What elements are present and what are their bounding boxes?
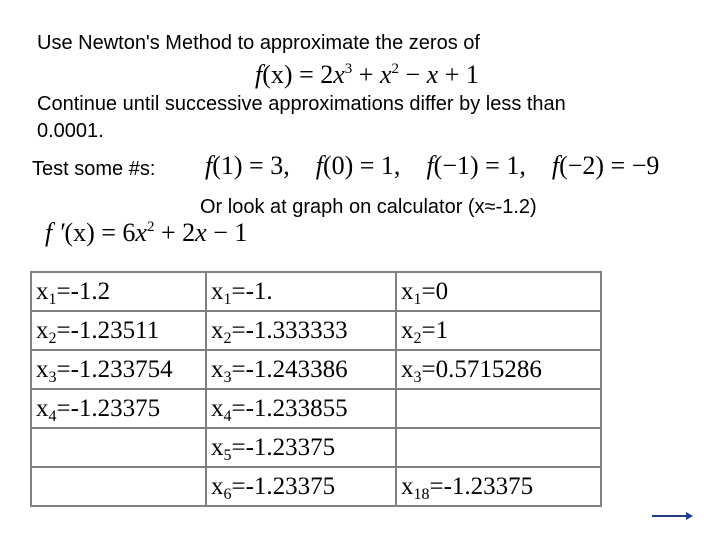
exp-2: 2 [391, 61, 399, 77]
fprime-arg: (x) [64, 218, 95, 247]
table-cell [206, 311, 396, 350]
test-values [205, 151, 659, 181]
table-row [31, 389, 601, 428]
iterate-symbol: x [401, 278, 414, 305]
test-label: Test some #s: [32, 158, 156, 180]
iterate-symbol: x [36, 395, 49, 422]
x-term-1: x [333, 60, 345, 89]
iterate-index: 18 [413, 486, 430, 503]
f-eq: = 2 [292, 60, 334, 89]
table-cell [31, 389, 206, 428]
iterate-value: =-1.243386 [231, 356, 348, 383]
table-row [31, 350, 601, 389]
iterate-index: 3 [413, 369, 422, 386]
iterate-symbol: x [401, 317, 414, 344]
dplus: + 2 [154, 218, 196, 247]
iterate-index: 1 [413, 291, 422, 308]
iterate-index: 1 [223, 291, 232, 308]
table-cell [31, 350, 206, 389]
iterate-symbol: x [211, 356, 224, 383]
fprime-eq: = 6 [94, 218, 136, 247]
test-value-1: f(1) = 3, [205, 151, 290, 180]
iterate-value: =1 [421, 317, 449, 344]
f-tail: + 1 [438, 60, 479, 89]
f-arg: (x) [262, 60, 293, 89]
iterate-index: 6 [223, 486, 232, 503]
table-row [31, 467, 601, 506]
iterate-index: 2 [48, 330, 57, 347]
iterate-index: 1 [48, 291, 57, 308]
plus-1: + [352, 60, 380, 89]
f-symbol: f [255, 60, 263, 89]
table-row [31, 311, 601, 350]
iterate-symbol: x [401, 356, 414, 383]
table-cell [396, 311, 601, 350]
function-equation [255, 60, 479, 90]
iterate-value: =-1.23375 [429, 473, 534, 500]
table-row [31, 428, 601, 467]
dx-term-2: x [195, 218, 207, 247]
iterate-symbol: x [211, 473, 224, 500]
table-cell [396, 272, 601, 311]
iterate-symbol: x [401, 473, 414, 500]
iterate-symbol: x [211, 278, 224, 305]
table-row [31, 272, 601, 311]
iterate-value: =-1.23375 [231, 434, 336, 461]
iterate-index: 2 [413, 330, 422, 347]
iterate-index: 4 [223, 408, 232, 425]
iterate-symbol: x [36, 356, 49, 383]
iterate-value: =-1.333333 [231, 317, 348, 344]
iterate-symbol: x [36, 317, 49, 344]
fprime-tail: − 1 [206, 218, 248, 247]
iterate-value: =-1. [231, 278, 273, 305]
iterate-value: =-1.2 [56, 278, 111, 305]
iterations-table [30, 271, 602, 507]
test-value-3: f(−1) = 1, [426, 151, 526, 180]
table-cell [396, 467, 601, 506]
iterate-index: 3 [223, 369, 232, 386]
iterate-symbol: x [211, 317, 224, 344]
derivative-equation [45, 218, 247, 248]
x-term-3: x [426, 60, 439, 89]
table-cell [31, 311, 206, 350]
iterate-value: =0.5715286 [421, 356, 542, 383]
iterate-symbol: x [211, 434, 224, 461]
exp-1: 3 [344, 61, 353, 77]
iterate-value: =-1.23375 [56, 395, 161, 422]
iterate-value: =0 [421, 278, 449, 305]
table-cell [31, 428, 206, 467]
iterate-index: 2 [223, 330, 232, 347]
table-cell [31, 467, 206, 506]
iterate-value: =-1.23511 [56, 317, 160, 344]
iterate-value: =-1.233855 [231, 395, 348, 422]
iterate-value: =-1.233754 [56, 356, 173, 383]
continue-text-line1: Continue until successive approximations differ by less than [37, 93, 566, 115]
iterate-index: 3 [48, 369, 57, 386]
table-cell [206, 389, 396, 428]
table-cell [396, 428, 601, 467]
table-cell [31, 272, 206, 311]
iterate-symbol: x [36, 278, 49, 305]
table-cell [206, 467, 396, 506]
dexp-1: 2 [146, 219, 155, 235]
table-cell [206, 350, 396, 389]
iterate-index: 4 [48, 408, 57, 425]
iterate-value: =-1.23375 [231, 473, 336, 500]
minus-1: − [399, 60, 427, 89]
test-value-2: f(0) = 1, [315, 151, 401, 180]
table-cell [206, 272, 396, 311]
arrow-right-icon[interactable] [650, 509, 694, 521]
dx-term-1: x [135, 218, 147, 247]
table-cell [396, 389, 601, 428]
test-value-4: f(−2) = −9 [551, 151, 660, 180]
iterate-symbol: x [211, 395, 224, 422]
fprime-symbol: f ′ [45, 218, 65, 247]
continue-text-line2: 0.0001. [37, 120, 104, 142]
iterate-index: 5 [223, 447, 232, 464]
graph-note: Or look at graph on calculator (x≈-1.2) [200, 196, 537, 218]
table-cell [396, 350, 601, 389]
table-cell [206, 428, 396, 467]
intro-text: Use Newton's Method to approximate the zeros of [37, 32, 480, 54]
x-term-2: x [379, 60, 392, 89]
